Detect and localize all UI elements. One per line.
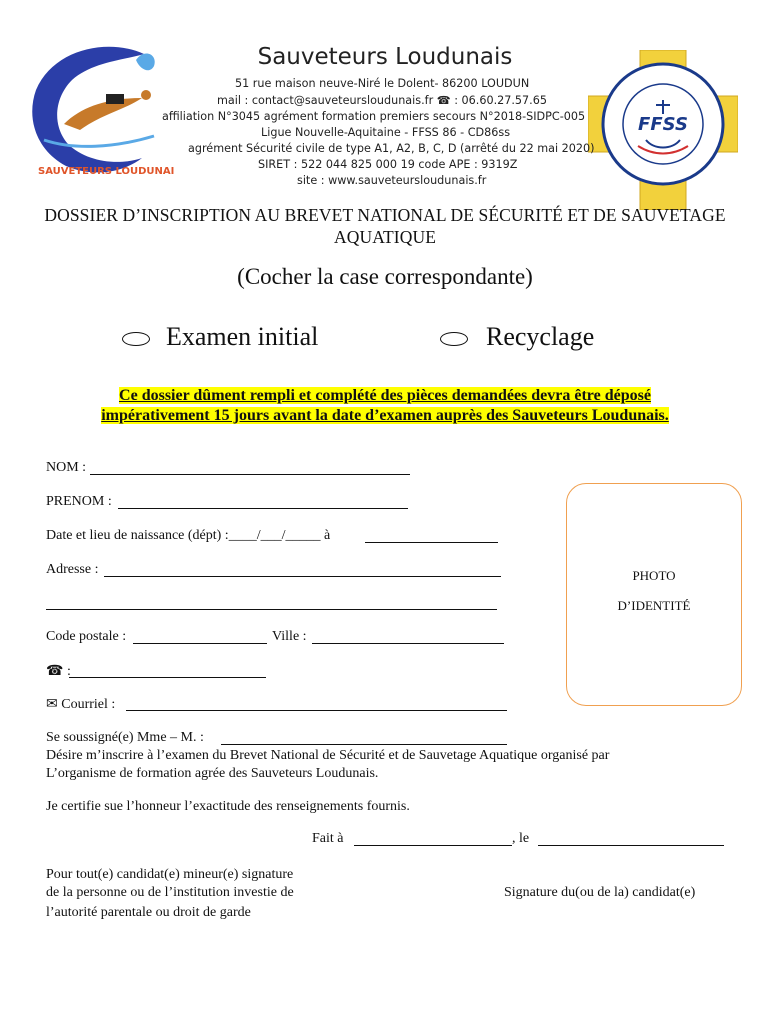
label-examen-initial: Examen initial: [166, 322, 319, 351]
code-postal-label: Code postale :: [46, 629, 127, 644]
svg-text:SAUVETEURS LOUDUNAIS: SAUVETEURS LOUDUNAIS: [38, 166, 174, 177]
header-site: site : www.sauveteursloudunais.fr: [297, 174, 487, 187]
header-affiliation: affiliation N°3045 agrément formation premiers secours N°2018-SIDPC-005: [162, 110, 586, 123]
minor-line-2: de la personne ou de l’institution investie de: [46, 885, 294, 900]
ville-field[interactable]: [312, 643, 504, 644]
phone-label: ☎ :: [46, 664, 71, 679]
date-field[interactable]: [538, 845, 724, 846]
soussigne-label: Se soussigné(e) Mme – M. :: [46, 730, 204, 745]
courriel-label: ✉ Courriel :: [46, 697, 116, 712]
desire-line-1: Désire m’inscrire à l’examen du Brevet National de Sécurité et de Sauvetage Aquatique organisé par: [46, 748, 610, 763]
adresse-field-1[interactable]: [104, 576, 501, 577]
fait-field[interactable]: [354, 845, 512, 846]
soussigne-field[interactable]: [221, 744, 507, 745]
nom-label: NOM :: [46, 460, 87, 475]
desire-line-2: L’organisme de formation agrée des Sauveteurs Loudunais.: [46, 766, 379, 781]
ffss-logo: [588, 50, 738, 210]
header-siret: SIRET : 522 044 825 000 19 code APE : 9319Z: [258, 158, 518, 171]
minor-line-3: l’autorité parentale ou droit de garde: [46, 905, 251, 920]
deadline-notice: [40, 386, 730, 426]
radio-recyclage[interactable]: [440, 332, 468, 346]
phone-icon: ☎: [46, 664, 64, 679]
prenom-label: PRENOM :: [46, 494, 112, 509]
photo-label: PHOTO: [632, 568, 676, 583]
nom-field[interactable]: [90, 474, 410, 475]
adresse-label: Adresse :: [46, 562, 99, 577]
photo-placeholder[interactable]: [566, 483, 742, 706]
notice-line-1: Ce dossier dûment rempli et complété des pièces demandées devra être déposé: [119, 387, 651, 404]
ville-label: Ville :: [272, 629, 307, 644]
header-ligue: Ligue Nouvelle-Aquitaine - FFSS 86 - CD86ss: [261, 126, 511, 139]
label-recyclage: Recyclage: [486, 322, 595, 351]
notice-line-2: impérativement 15 jours avant la date d’examen auprès des Sauveteurs Loudunais.: [101, 407, 669, 424]
header-agrement: agrément Sécurité civile de type A1, A2, B, C, D (arrêté du 22 mai 2020): [188, 142, 595, 155]
birth-label: Date et lieu de naissance (dépt) :____/___/_____ à: [46, 528, 331, 543]
svg-text:FFSS: FFSS: [638, 114, 688, 135]
phone-field[interactable]: [69, 677, 266, 678]
code-postal-field[interactable]: [133, 643, 267, 644]
certify-text: Je certifie sue l’honneur l’exactitude des renseignements fournis.: [46, 799, 410, 814]
candidate-signature-label: Signature du(ou de la) candidat(e): [504, 885, 696, 900]
courriel-field[interactable]: [126, 710, 507, 711]
birth-place-field[interactable]: [365, 542, 498, 543]
envelope-icon: ✉: [46, 697, 58, 712]
org-name: Sauveteurs Loudunais: [257, 44, 513, 70]
header-address: 51 rue maison neuve-Niré le Dolent- 86200 LOUDUN: [235, 77, 530, 90]
fait-label: Fait à: [312, 831, 344, 846]
radio-examen-initial[interactable]: [122, 332, 150, 346]
prenom-field[interactable]: [118, 508, 408, 509]
minor-line-1: Pour tout(e) candidat(e) mineur(e) signature: [46, 867, 294, 882]
document-title: DOSSIER D’INSCRIPTION AU BREVET NATIONAL DE SÉCURITÉ ET DE SAUVETAGE AQUATIQUE: [44, 205, 726, 247]
adresse-field-2[interactable]: [46, 609, 497, 610]
date-label: , le: [512, 831, 530, 846]
subtitle: (Cocher la case correspondante): [237, 264, 533, 289]
photo-label-2: D’IDENTITÉ: [617, 598, 691, 613]
header-contact: mail : contact@sauveteursloudunais.fr ☎ : 06.60.27.57.65: [217, 94, 547, 107]
